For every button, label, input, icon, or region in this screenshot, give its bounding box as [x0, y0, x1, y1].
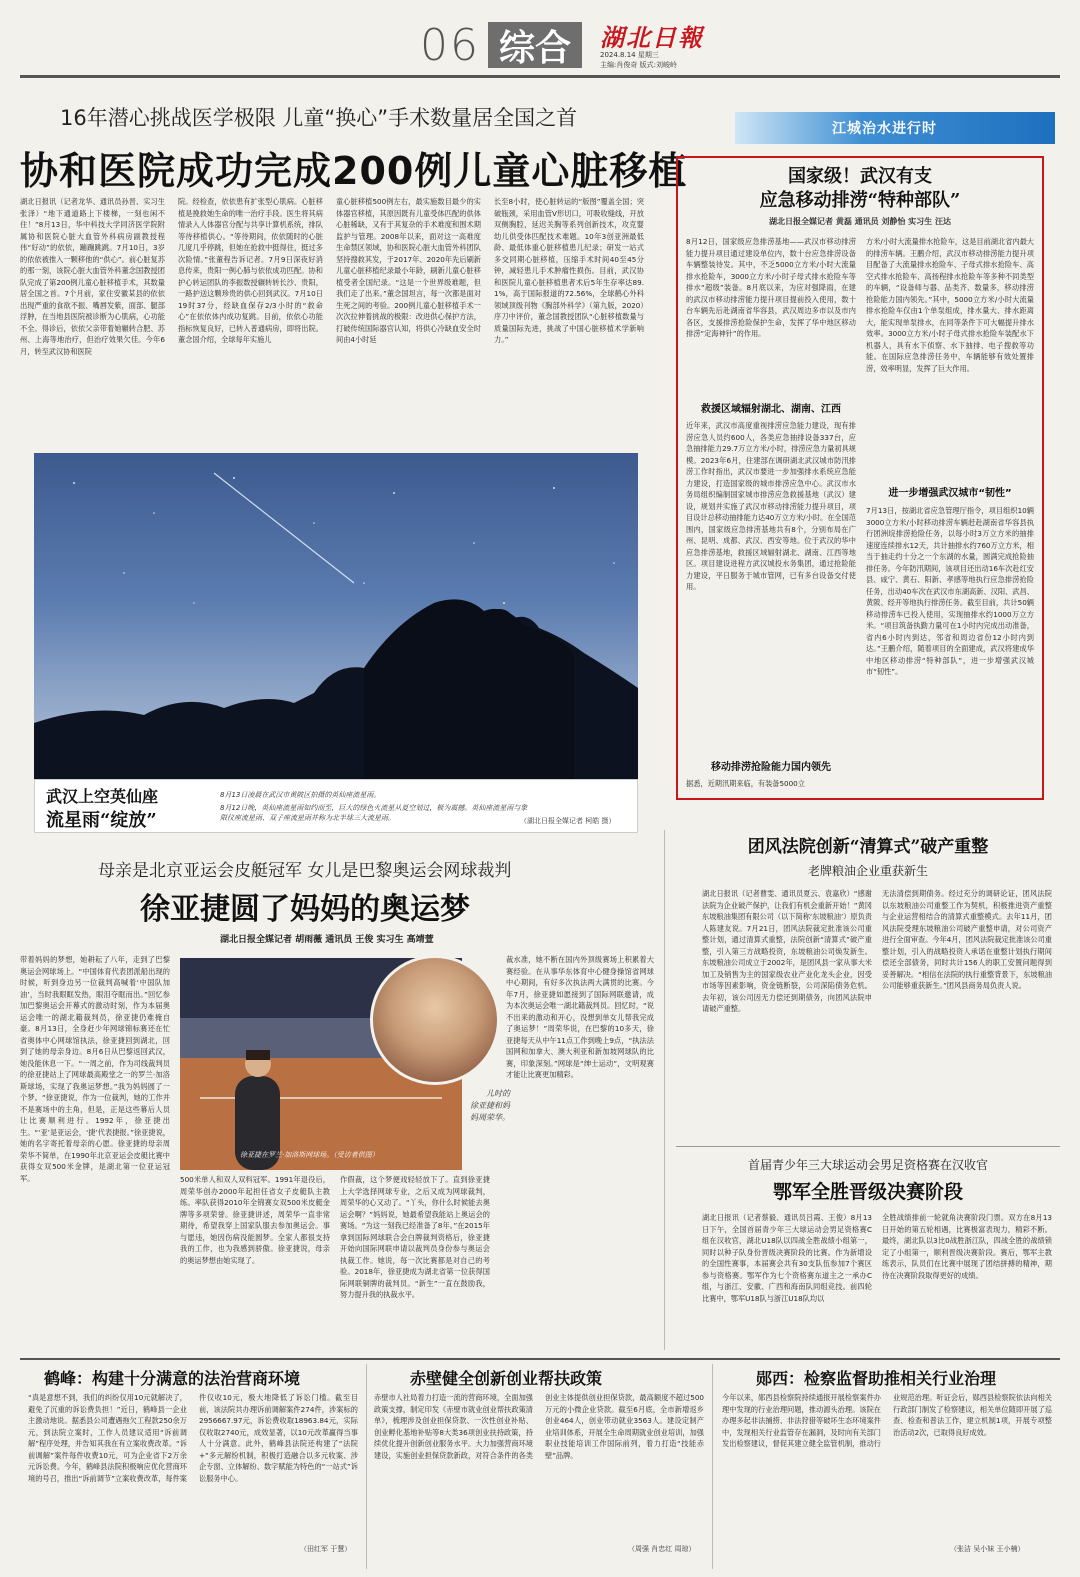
- kid-caption-3: 妈周荣华。: [470, 1113, 510, 1122]
- column-divider: [664, 830, 665, 1350]
- ezhou-col-1: 湖北日报讯（记者蔡毅、通讯员吕霞、王俊）8月13日下午，全国首届青少年三大球运动会男足资格赛C组在汉收官，湖北U18队以四战全胜战绩小组第一，同时以种子队身份晋级决赛阶段的比赛。作为新增设的全国性赛事，本届赛会共有30支队伍参加7个赛区参与资格赛。鄂军作为七个资格赛东道主之一承办C组，与浙江、安徽、广西和海南队同组竞技。前四轮比赛中，鄂军U18队与浙江U18队均以: [702, 1213, 872, 1303]
- aoyun-col-2: 500米单人和双人双料冠军。1991年退役后，周荣华创办2000年起担任省女子皮艇队主教练。率队获得2010年全锦赛女双500米皮艇金牌等多项荣誉。徐亚捷讲述，周荣华一直非常期待，希望我穿上国家队服去参加奥运会。事与愿违，她因伤病没能圆梦。全家人都很支持我的工作，也为我感到骄傲。徐亚捷说，母亲的奥运梦想由她实现了。: [180, 1175, 330, 1265]
- aoyun-headline: 徐亚捷圆了妈妈的奥运梦: [140, 892, 470, 927]
- side-headline-line1: 国家级！武汉有支: [788, 166, 932, 187]
- side-headline-line2: 应急移动排涝“特种部队”: [759, 190, 961, 211]
- aoyun-byline: 湖北日报全媒记者 胡雨薇 通讯员 王俊 实习生 高靖萱: [220, 935, 434, 945]
- meteor-title-line1: 武汉上空英仙座: [46, 787, 159, 806]
- main-col-4: 长至8小时，使心脏转运的“版图”覆盖全国；突破瓶颈，采用血管V形切口，可吸收缝线，开放双侧胸腔，延迟关胸等系列创新技术，攻克婴幼儿供受体匹配技术难题。10年3创亚洲最低龄、最低体重心脏移植患儿纪录；研发一站式多交同期心脏移植，压缩手术时间40至45分钟，减轻患儿手术肿瘤性损伤。目前，武汉协和医院儿童心脏移植患者术后5年生存率达89.1%，高于国际报道的72.56%，全球鹤心外科领域顶级刊物《胸部外科学》（第九版，2020）序刀中评价，董念国教授团队“心脏移植数量与质量国际先进，挑战了中国心脏移植术学新响力。”: [494, 197, 644, 344]
- tuanfeng-col-2: 无法清偿到期债务。经过充分的调研论证，团风法院以东坡粮油公司重整工作为契机，积极推进资产重整与企业运营相结合的清算式重整模式。去年11月，团风法院受理东坡粮油公司破产重整申请，对公司资产进行全面审查。今年4月，团风法院裁定批准该公司重整计划，引入的战略投资人承诺在重整计划执行期间偿还全部债务，同时共计156人的职工安置问题得到妥善解决。“相信在法院的执行重整背景下，东坡粮油公司能够重获新生。”团风县商务局负责人说。: [882, 889, 1052, 990]
- main-col-3: 童心脏移植500例左右，最实施数目最少的实体器官移植，其原因既有儿童受体匹配的供体心脏稀缺，又有于其复杂的手术难度和围术期监护与管理。2008年以来，面对这一高难度生命禁区领域，协和医院心脏大血管外科团队坚持搜救其发，于2017年、2020年先后刷新儿童心脏移植纪录最小年龄，刷新儿童心脏移植受者全国纪录。“这是一个世界级难题，但我们走了出来。”董念国坦言，每一次都是面对生死之间的考验。200例儿童心脏移植手术一次次拉伸着挑战的极限：改进供心保护方法，打破传统国际器官认知，将供心冷缺血安全时间由4小时延: [336, 197, 481, 344]
- aoyun-col-1: 带着妈妈的梦想，她耕耘了八年，走到了巴黎奥运会网球场上。“中国体育代表团派船出现的时候，听到身边另一位裁判高喊着‘中国队加油’，当时我眼眶发热，眼泪夺眶而出。”回忆参加巴黎奥运会开幕式的激动时刻，作为本届奥运会唯一的湖北籍裁判员，徐亚捷仍难掩自豪。8月13日，全身赶少年网球锦标赛还在忙省奥体中心网球馆执法，徐亚捷回到湖北，回到了她的母亲身边。8月6日从巴黎返回武汉，她没能休息一下。“一周之前，作为司线裁判员的徐亚捷站上了网球最高殿堂之一的罗兰·加洛斯球场，实现了我奥运梦想。”我为妈妈圆了一个梦。“徐亚捷说，作为一位裁判，她的工作并不是赛场中的主角，但是，正是这些幕后人员让比赛顺利进行。1992年，徐亚捷出生。“‘亚’是亚运会，‘捷’代表捷报。”徐亚捷说，她的名字寄托着母亲的心愿。徐亚捷的母亲周荣华不简单，在1990年北京亚运会皮艇比赛中获得女双500米金牌，是湖北第一位亚运冠军。: [20, 955, 170, 1183]
- ezhou-headline: 鄂军全胜晋级决赛阶段: [772, 1181, 963, 1203]
- meteor-caption-1: 8月13日凌晨在武汉市黄陂区拍摄的英仙座流星雨。: [220, 791, 381, 799]
- side-subhead-2: 移动排涝抢险能力国内领先: [711, 762, 831, 773]
- bottom-1-text: “真是意想不到，我们的纠纷仅用10元就解决了，避免了沉重的诉讼费负担！”近日，鹤峰县一企业主激动地说。据悉县公司遭遇拖欠工程款250余万元，到法院立案时，工作人员建议适用“诉前调解”程序处理，并告知其我在有立案收费改革。“诉前调解”案件每件收费10元，可为企业省下2万余元诉讼费。今年，鹤峰县法院积极响应优化营商环境的号召，推出“诉前调节”立案收费改革，每件案件仅收10元，极大地降低了诉讼门槛。截至目前，该法院共办理诉前调解案件274件，涉案标的2956667.97元，诉讼费收取18963.84元，实际仅收取2740元，成效显著，以10元改革赢得当事人十分满意。此外，鹤峰县法院还构建了“法院+”多元解纷机制，积极打造融合以多元收案、涉企专窗、立体解纷、数字赋能为特色的“一站式”诉讼服务中心。: [28, 1393, 358, 1483]
- main-col-2: 院。经检查，依依患有扩张型心肌病。心脏移植是挽救她生命的唯一治疗手段。医生将其病情录入人体器官分配与共享计算机系统，排队等待移植供心。“等待期间，依依随时的心脏几度几乎停跳，但她在抢救中挺得住，挺过多次险情。”张董程告诉记者。7月9日深夜好消息传来，贵阳一例心肺与依依成功匹配。协和护心转运团队的李振数授辗转转长沙、贵阳，一路护送这颗珍贵的供心回到武汉。7月10日19时37分，经缺血保存2/3小时的“救命心”在依依体内成功复跳。目前，依依心功能指标恢复良好，已转入普通病房，即将出院。董念国介绍，全球每年实施儿: [178, 197, 323, 344]
- meteor-photo-art: [34, 453, 638, 779]
- main-headline: 协和医院成功完成200例儿童心脏移植: [20, 149, 688, 193]
- aoyun-col-3: 作假裁，这个梦便戏轻轻放下了。直到徐亚捷上大学选择网球专业，之后又成为网球裁判，周荣华的心又动了。“丫头，你什么时候能去奥运会啊？”妈妈说，她最希望我能站上奥运会的赛场。“为这一刻我已经准备了8年。”在2015年拿到国际网球联合会白牌裁判资格后，徐亚捷开始向国际网联申请以裁判员身份参与奥运会执裁工作。她说，每一次比赛都是对自己的考验。2018年，徐亚捷成为湖北省第一位获得国际网联铜牌的裁判员。“新生”一直在鼓励我，努力提升我的执裁水平。: [340, 1175, 490, 1299]
- side-col1-p3: 据悉，近期汛期来临，有装备5000立: [686, 779, 805, 788]
- bottom-divider-1: [366, 1364, 367, 1569]
- bottom-3-text: 今年以来，郧西县检察院持续通报开展检察案件办理中发现的行业治理问题，推动源头治理。该院在办理多起非法捕捞、非法狩猎等破坏生态环境案件中，发现相关行业监管存在漏洞，及时向有关部门发出检察建议，督促其建立健全监管机制，推动行业规范治理。听证会后，郧西县检察院依法向相关行政部门制发了检察建议，相关单位随即开展了巡查、检查和普法工作，建立机制1项，开展专项整治活动2次，已取得良好成效。: [722, 1393, 1052, 1448]
- side-subhead-1: 救援区域辐射湖北、湖南、江西: [701, 404, 841, 415]
- ezhou-kicker: 首届青少年三大球运动会男足资格赛在汉收官: [747, 1158, 988, 1172]
- side-col1-p2: 近年来，武汉市高度重视排涝应急能力建设，现有排涝应急人员约600人，各类应急抽排设备337台，应急抽排能力29.7万立方米/小时，排涝应急力量初具规模。2023年6月，住建部在调研湖北武汉城市防汛排涝工作时指出，武汉市要进一步加强排水系统应急能力建设，打造国家级的城市排涝应急中心。武汉市水务局组织编制国家城市排涝应急救援基地（武汉）建设，规划并实施了武汉市移动排涝能力提升项目，项目设计总移动抽排能力达40万立方米/小时。在全国范围内，国家级应急排涝基地共有8个，分别布局在广州、昆明、成都、武汉、西安等地。位于武汉的华中应急排涝基地，救援区域辐射湖北、湖南、江西等地区。项目建设进程方武汉城投水务集团，通过抢险能力建设，平日服务于城市管网，已有多台设备交付使用。: [686, 421, 856, 591]
- tuanfeng-headline: 团风法院创新“清算式”破产重整: [747, 837, 989, 857]
- side-col2-p1: 方米/小时大流量排水抢险车，这是目前湖北省内最大的排涝车辆。王鹏介绍，武汉市移动排涝能力提升项目配备了大流量排水抢险车、子母式排水抢险车、高空式排水抢险车、高扬程排水抢险车等多种不同类型的车辆，“设备师与器、品类齐、数量多，移动排涝抢险能力国内领先。”其中，5000立方米/小时大流量排水抢险车仅由1个单泵组成，排水量大、排水距离大，能实现单泵排水，在同等条件下可大幅提升排水效率。3000立方米/小时子母式排水抢险车装配水下机器人，具有水下侦察、水下抽排、电子搜救等功能。在国际应急排涝任务中，车辆能够有效处置排涝，效率明显，发挥了巨大作用。: [866, 237, 1034, 373]
- aoyun-col-4: 裁水准，她不断在国内外顶级赛场上积累着大赛经验。在从事华东体育中心健身操馆省网球中心期间，有好多次执法两大满贯的比赛。今年7月，徐亚捷如愿接到了国际网联邀请，成为本次奥运会唯一湖北籍裁判员。回忆时，“说不出来的激动和开心，没想到单女儿帮我完成了奥运梦！”周荣华说，在巴黎的10多天，徐亚捷每天从中午11点工作到晚上9点，“执法法国网和加拿大、澳大利亚和新加坡网球队的比赛，印象深刻。”网球是“绅士运动”，文明观赛才能让比赛更加精彩。: [506, 955, 654, 1079]
- bottom-rule: [20, 1358, 1060, 1360]
- issue-date: 2024.8.14 星期三: [600, 51, 659, 59]
- meteor-title-line2: 流星雨“绽放”: [46, 810, 157, 831]
- bottom-divider-2: [712, 1364, 713, 1569]
- bottom-1-headline: 鹤峰：构建十分满意的法治营商环境: [44, 1369, 301, 1388]
- bottom-3-headline: 郧西：检察监督助推相关行业治理: [756, 1369, 997, 1388]
- meteor-caption-2: 8月12日晚，英仙座流星雨如约而至，巨大的绿色火流星从夏空划过，极为震撼。英仙座流星雨与象限仪座流星雨、双子座流星雨并称为北半球三大流星雨。: [220, 804, 528, 822]
- bottom-2-text: 赤壁市人社局着力打造一流的营商环境，全面加强政策支撑，制定印发《赤壁市就业创业帮扶政策清单》，梳理涉及创业担保贷款、一次性创业补贴、创业孵化基地补贴等8大类36项创业扶持政策，持续优化提升创新创业服务水平。大力加强营商环境建设，实施创业担保贷款新政，对符合条件的各类创业主体提供创业担保贷款，最高额度不超过500万元的小微企业贷款。截至6月底，全市新增返乡创业464人，创业带动就业3563人。建设定制产业培训体系，开展全生命周期就业创业培训，加强职业技能培训工作国际前列，着力打造“技能赤壁”品牌。: [374, 1393, 704, 1460]
- editor-line: 主编:肖俊奇 版式:刘峻岭: [600, 61, 677, 69]
- ezhou-col-2: 全胜战绩排前一轮就角决赛阶段门票。双方在8月13日开始的第五轮相遇，比赛极富表现力，精彩不断。最终，湖北队以3比0战胜浙江队，四战全胜的战绩锁定了小组第一，顺利晋级决赛阶段。赛后，鄂军主教练表示，队员们在比赛中展现了团结拼搏的精神，期待在决赛阶段取得更好的成绩。: [882, 1213, 1052, 1280]
- section-divider: [676, 1146, 1060, 1147]
- tuanfeng-col-1: 湖北日报讯（记者曹雯、通讯员夏云、袁嘉欣）“感谢法院为企业破产保护，让我们有机会重新开始！”黄冈东坡粮油集团有限公司（以下简称‘东坡粮油’）原负责人陈建友说。7月21日，团风法院裁定批准该公司重整计划，通过清算式重整，法院创新“清算式”破产重整，引入第三方战略投资，东坡粮油公司焕发新生。东坡粮油公司成立于2002年，是团风县一家从事大米加工及销售为主的国家级农业产业化龙头企业，因受市场等因素影响，资金链断裂，公司深陷债务危机。去年初，该公司因无力偿还到期债务，向团风法院申请破产重整。: [702, 889, 872, 1013]
- meteor-photo: [34, 453, 638, 779]
- bottom-2-headline: 赤壁健全创新创业帮扶政策: [410, 1369, 603, 1388]
- paper-logo: 湖北日報: [600, 23, 704, 52]
- side-col2-p2: 7月13日，按湖北省应急管理厅指令，项目组织10辆3000立方米/小时移动排涝车辆赶赴湖南省华容县执行团洲垸排涝抢险任务，以每小时3万立方米的抽排速度连续排水12天，共计抽排水约760万立方米，相当于抽走约十分之一个东湖的水量，圆满完成抢险抽排任务。今年防汛期间，该项目还出动16车次赴红安县、咸宁、黄石、阳新、孝感等地执行应急排涝抢险任务，出动40车次在武汉市东湖高新、汉阳、武昌、黄陂、经开等地执行排涝任务。截至目前，共计50辆移动排涝车已投入使用，实现抽排水约1000万立方米。“项目筑备执勤力量可在1小时内完成出动准备，省内6小时内到达，邻省和周边省份12小时内到达。”王鹏介绍，随着项目的全面建成，武汉将建成华中地区移动排涝“特种部队”，进一步增强武汉城市“韧性”。: [866, 506, 1034, 676]
- bottom-2-credit: （周强 肖忠红 周琼）: [628, 1545, 696, 1553]
- tuanfeng-subhead: 老牌粮油企业重获新生: [807, 864, 928, 878]
- side-byline: 湖北日报全媒记者 黄磊 通讯员 刘静怡 实习生 汪达: [769, 217, 951, 226]
- header-rule: [20, 75, 1060, 78]
- side-subhead-3: 进一步增强武汉城市“韧性”: [888, 488, 1012, 499]
- bottom-3-credit: （张洁 吴小妹 王小楠）: [950, 1545, 1025, 1553]
- kid-caption-1: 儿时的: [486, 1089, 510, 1098]
- bottom-1-credit: （田红军 于慧）: [300, 1545, 352, 1553]
- kid-photo: [370, 955, 500, 1085]
- main-col-1: 湖北日报讯（记者龙华、通讯员孙晋、实习生张泽）“地下通道路上下楼梯，一刻也闲不住！”8月13日，华中科技大学同济医学院附属协和医院心脏大血管外科病房副教授程伟“好动”的依依，蹦蹦跳跳。7月10日，3岁的依依被推入一颗移他的“供心”。前心脏复苏的那一刻，该院心脏大血管外科董念国教授团队完成了第200例儿童心脏移植手术，其数量居全国之首。7个月前，家住安徽某县的依依出现严重的食欲不振、嘴唇发紫，面部、腿部浮肿，在当地县医院被诊断为心肌病，心功能不全。得诊后，依依父亲带着她辗转合肥、苏州、上海等地治疗，但治疗效果欠佳。今年6月，转至武汉协和医院: [20, 197, 165, 356]
- kid-caption-2: 徐亚捷和妈: [470, 1101, 510, 1110]
- aoyun-kicker: 母亲是北京亚运会皮艇冠军 女儿是巴黎奥运会网球裁判: [98, 861, 512, 881]
- meteor-credit: （湖北日报全媒记者 柯皓 摄）: [520, 817, 616, 825]
- main-kicker: 16年潜心挑战医学极限 儿童“换心”手术数量居全国之首: [60, 106, 578, 130]
- series-banner-label: 江城治水进行时: [832, 121, 937, 137]
- side-col1-p1: 8月12日，国家级应急排涝基地——武汉市移动排涝能力提升项目通过建设单位内，数十台应急排涝设备车辆整装待发。其中，不乏5000立方米/小时大流量排水抢险车，3000立方米/小时子母式排水抢险车等排水“超级”装备。8月底以来，为应对强降雨，在建的武汉市移动排涝能力提升项目提前投入使用，数十台车辆先后赴湖南省华容县，武汉周边多市以及市内各区，支援排涝抢险保护生命，发挥了华中地区移动排涝“定海神针”的作用。: [686, 237, 856, 338]
- page-number: 06: [420, 20, 480, 71]
- court-caption: 徐亚捷在罗兰·加洛斯网球场。（受访者供图）: [240, 1151, 379, 1159]
- section-label: 综合: [488, 22, 582, 68]
